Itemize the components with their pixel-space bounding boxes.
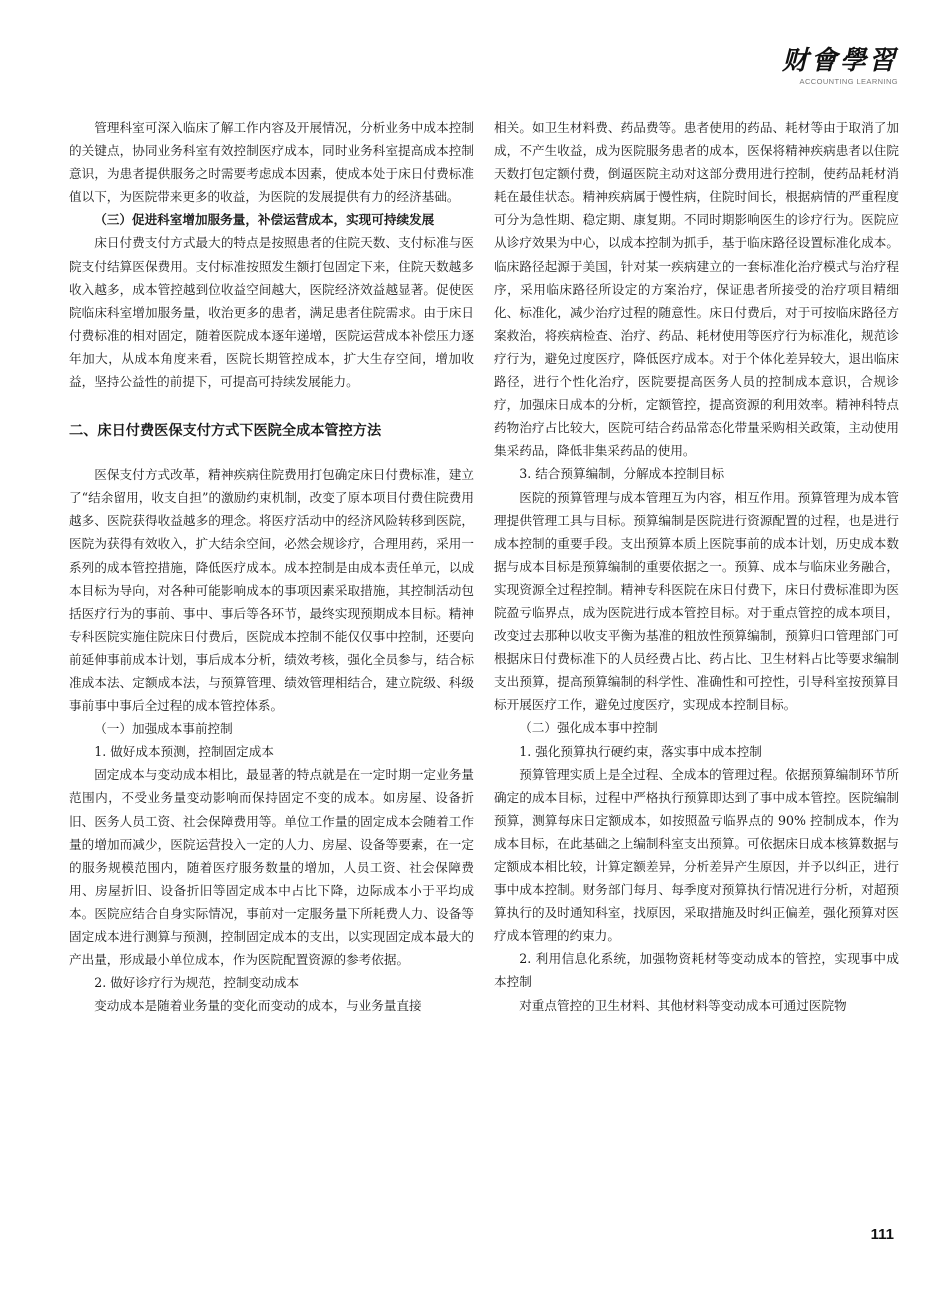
subheading: （二）强化成本事中控制 (519, 720, 658, 736)
subheading: （一）加强成本事前控制 (94, 721, 233, 737)
item-heading: 1. 做好成本预测，控制固定成本 (94, 744, 274, 760)
item-heading: 2. 做好诊疗行为规范，控制变动成本 (94, 975, 300, 991)
right-column (494, 116, 899, 1017)
paragraph: 床日付费支付方式最大的特点是按照患者的住院天数、支付标准与医院支付结算医保费用。支付标准按照发生额打包固定下来，住院天数越多收入越多，成本管控越到位收益空间越大，医院经济效益越显著。促使医院临床科室增加服务量，收治更多的患者，满足患者住院需求。由于床日付费标准的相对固定，随着医院成本逐年递增，医院运营成本补偿压力逐年加大，从成本角度来看，医院长期管控成本，扩大生存空间，增加收益，坚持公益性的前提下，可提高可持续发展能力。 (69, 235, 474, 390)
paragraph: 管理科室可深入临床了解工作内容及开展情况，分析业务中成本控制的关键点，协同业务科室有效控制医疗成本，同时业务科室提高成本控制意识，为患者提供服务之时需要考虑成本因素，使成本处于床日付费标准值以下，为医院带来更多的收益，为医院的发展提供有力的经济基础。 (69, 120, 474, 205)
left-column (69, 116, 474, 1017)
section-heading: 二、床日付费医保支付方式下医院全成本管控方法 (69, 423, 382, 440)
paragraph: 预算管理实质上是全过程、全成本的管理过程。依据预算编制环节所确定的成本目标，过程中严格执行预算即达到了事中成本管控。医院编制预算，测算每床日定额成本，如按照盈亏临界点的 90% 控制成本，作为成本目标，在此基础之上编制科室支出预算。可依据床日成本核算数据与定额成本相比较，计算定额差异，分析差异产生原因，并予以纠正，进行事中成本控制。财务部门每月、每季度对预算执行情况进行分析，对超预算执行的及时通知科室，找原因，采取措施及时纠正偏差，强化预算对医疗成本管理的约束力。 (494, 766, 899, 944)
item-heading: 1. 强化预算执行硬约束，落实事中成本控制 (519, 743, 762, 759)
paragraph: 医院的预算管理与成本管理互为内容，相互作用。预算管理为成本管理提供管理工具与目标。预算编制是医院进行资源配置的过程，也是进行成本控制的重要手段。支出预算本质上医院事前的成本计划，历史成本数据与成本目标是预算编制的重要依据之一。预算、成本与临床业务融合，实现资源全过程控制。精神专科医院在床日付费下，床日付费标准即为医院盈亏临界点，成为医院进行成本管控目标。对于重点管控的成本项目，改变过去那种以收支平衡为基准的粗放性预算编制，预算归口管理部门可根据床日付费标准下的人员经费占比、药占比、卫生材料占比等要求编制支出预算，提高预算编制的科学性、准确性和可控性，引导科室按预算目标开展医疗工作，避免过度医疗，实现成本控制目标。 (494, 489, 899, 713)
journal-masthead (782, 46, 898, 86)
item-heading: 2. 利用信息化系统，加强物资耗材等变动成本的管控，实现事中成本控制 (494, 951, 899, 990)
page-number: 111 (870, 1226, 894, 1243)
journal-title: 财會學習 (781, 46, 898, 76)
paragraph: 医保支付方式改革，精神疾病住院费用打包确定床日付费标准，建立了“结余留用，收支自担”的激励约束机制，改变了原本项目付费住院费用越多、医院获得收益越多的理念。将医疗活动中的经济风险转移到医院，医院为获得有效收入，扩大结余空间，必然会规诊疗，合理用药，采用一系列的成本管控措施，降低医疗成本。成本控制是由成本责任单元，以成本目标为导向，对各种可能影响成本的事项因素采取措施，其控制活动包括医疗行为的事前、事中、事后等各环节，最终实现预期成本目标。精神专科医院实施住院床日付费后，医院成本控制不能仅仅事中控制，还要向前延伸事前成本计划，事后成本分析，绩效考核，强化全员参与，结合标准成本法、定额成本法，与预算管理、绩效管理相结合，建立院级、科级事前事中事后全过程的成本管控体系。 (69, 467, 474, 714)
paragraph: 对重点管控的卫生材料、其他材料等变动成本可通过医院物 (519, 997, 847, 1013)
paragraph: 固定成本与变动成本相比，最显著的特点就是在一定时期一定业务量范围内，不受业务量变动影响而保持固定不变的成本。如房屋、设备折旧、医务人员工资、社会保障费用等。单位工作量的固定成本会随着工作量的增加而减少，医院运营投入一定的人力、房屋、设备等要素，在一定的服务规模范围内，随着医疗服务数量的增加，人员工资、社会保障费用、房屋折旧、设备折旧等固定成本中占比下降，边际成本小于平均成本。医院应结合自身实际情况，事前对一定服务量下所耗费人力、设备等固定成本进行测算与预测，控制固定成本的支出，以实现固定成本最大的产出量，形成最小单位成本，作为医院配置资源的参考依据。 (69, 767, 474, 968)
journal-subtitle: ACCOUNTING LEARNING (799, 77, 898, 86)
paragraph: 变动成本是随着业务量的变化而变动的成本，与业务量直接 (94, 998, 422, 1014)
subheading: （三）促进科室增加服务量，补偿运营成本，实现可持续发展 (94, 212, 435, 228)
paragraph: 相关。如卫生材料费、药品费等。患者使用的药品、耗材等由于取消了加成，不产生收益，成为医院服务患者的成本，医保将精神疾病患者以住院天数打包定额付费，倒逼医院主动对这部分费用进行控制，使药品耗材消耗在最佳状态。精神疾病属于慢性病，住院时间长，根据病情的严重程度可分为急性期、稳定期、康复期。不同时期影响医生的诊疗行为。医院应从诊疗效果为中心，以成本控制为抓手，基于临床路径设置标准化成本。临床路径起源于美国，针对某一疾病建立的一套标准化治疗模式与治疗程序，采用临床路径所设定的方案治疗，保证患者所接受的治疗项目精细化、标准化，减少治疗过程的随意性。床日付费后，对于可按临床路径方案救治，将疾病检查、治疗、药品、耗材使用等医疗行为标准化，规范诊疗行为，避免过度医疗，降低医疗成本。对于个体化差异较大，退出临床路径，进行个性化治疗，医院要提高医务人员的控制成本意识，合规诊疗，加强床日成本的分析，定额管控，提高资源的利用效率。精神科特点药物治疗占比较大，医院可结合药品常态化带量采购相关政策，主动使用集采药品，降低非集采药品的使用。 (494, 120, 899, 459)
item-heading: 3. 结合预算编制，分解成本控制目标 (519, 466, 725, 482)
